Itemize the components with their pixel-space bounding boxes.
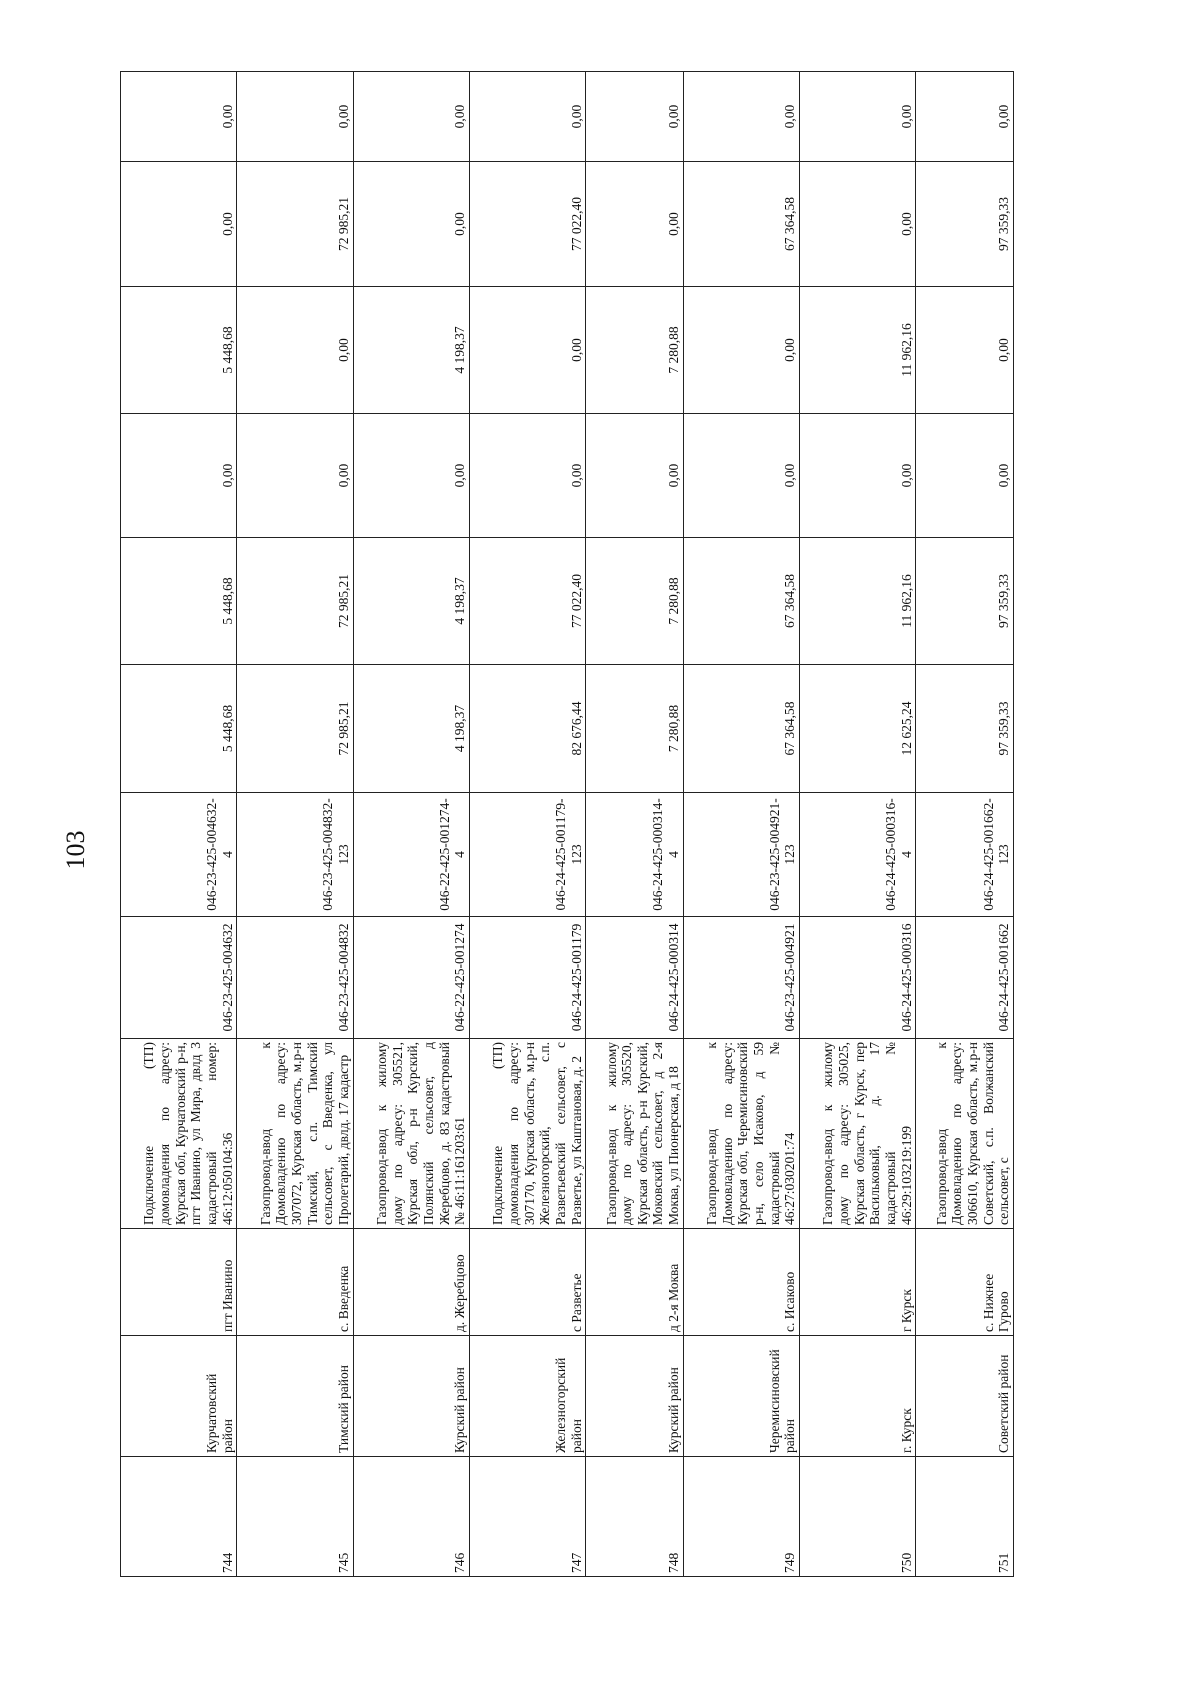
- table-row: [121, 72, 237, 1577]
- district-cell: Железногорский район: [469, 1336, 585, 1457]
- description-cell: Подключение (ТП) домовладения по адресу: 307170, Курская область, м.р-н Железногорский, с.п. Разветьевский сельсовет, с Разветье, ул Каштановая, д. 2: [469, 1039, 585, 1229]
- table-row: [683, 72, 799, 1577]
- district-cell: Тимский район: [237, 1336, 353, 1457]
- value-5-cell: 0,00: [121, 162, 237, 287]
- code-full-cell: 046-23-425-004921-123: [683, 793, 799, 917]
- value-1-cell: 97 359,33: [916, 665, 1014, 793]
- value-3-cell: 0,00: [916, 414, 1014, 538]
- page-number: 103: [61, 830, 90, 870]
- table-row: [800, 72, 916, 1577]
- value-6-cell: 0,00: [237, 72, 353, 162]
- district-cell: Курский район: [586, 1336, 684, 1457]
- table-row: [237, 72, 353, 1577]
- locality-cell: с. Исаково: [683, 1229, 799, 1336]
- code-full-cell: 046-24-425-000314-4: [586, 793, 684, 917]
- value-5-cell: 77 022,40: [469, 162, 585, 287]
- value-2-cell: 5 448,68: [121, 538, 237, 665]
- value-4-cell: 7 280,88: [586, 287, 684, 414]
- code-full-cell: 046-24-425-000316-4: [800, 793, 916, 917]
- value-4-cell: 0,00: [683, 287, 799, 414]
- locality-cell: с. Нижнее Гурово: [916, 1229, 1014, 1336]
- value-3-cell: 0,00: [121, 414, 237, 538]
- locality-cell: пгт Иванино: [121, 1229, 237, 1336]
- table-row: [353, 72, 469, 1577]
- value-6-cell: 0,00: [469, 72, 585, 162]
- row-number: 749: [683, 1457, 799, 1577]
- value-4-cell: 0,00: [916, 287, 1014, 414]
- locality-cell: г Курск: [800, 1229, 916, 1336]
- code-full-cell: 046-24-425-001179-123: [469, 793, 585, 917]
- value-6-cell: 0,00: [586, 72, 684, 162]
- value-6-cell: 0,00: [800, 72, 916, 162]
- district-cell: Черемисиновский район: [683, 1336, 799, 1457]
- value-5-cell: 97 359,33: [916, 162, 1014, 287]
- locality-cell: с. Введенка: [237, 1229, 353, 1336]
- rotated-table-container: [120, 72, 1014, 1577]
- district-cell: г. Курск: [800, 1336, 916, 1457]
- value-5-cell: 0,00: [800, 162, 916, 287]
- code-short-cell: 046-24-425-001179: [469, 917, 585, 1039]
- description-cell: Газопровод-ввод к жилому дому по адресу: 305520, Курская область, р-н Курский, Моковский сельсовет, д 2-я Моква, ул Пионерская, д 18: [586, 1039, 684, 1229]
- value-1-cell: 72 985,21: [237, 665, 353, 793]
- code-full-cell: 046-23-425-004632-4: [121, 793, 237, 917]
- value-1-cell: 82 676,44: [469, 665, 585, 793]
- value-2-cell: 67 364,58: [683, 538, 799, 665]
- value-1-cell: 67 364,58: [683, 665, 799, 793]
- value-6-cell: 0,00: [353, 72, 469, 162]
- district-cell: Курчатовский район: [121, 1336, 237, 1457]
- row-number: 746: [353, 1457, 469, 1577]
- value-6-cell: 0,00: [683, 72, 799, 162]
- district-cell: Советский район: [916, 1336, 1014, 1457]
- value-3-cell: 0,00: [469, 414, 585, 538]
- table-row: [916, 72, 1014, 1577]
- value-3-cell: 0,00: [800, 414, 916, 538]
- value-4-cell: 5 448,68: [121, 287, 237, 414]
- value-1-cell: 4 198,37: [353, 665, 469, 793]
- value-5-cell: 0,00: [353, 162, 469, 287]
- value-4-cell: 0,00: [237, 287, 353, 414]
- value-2-cell: 77 022,40: [469, 538, 585, 665]
- description-cell: Газопровод-ввод к Домовладению по адресу: 307072, Курская область, м.р-н Тимский, с.п. Тимский сельсовет, с Введенка, ул Пролетарий, двлд. 17 кадастр: [237, 1039, 353, 1229]
- value-1-cell: 5 448,68: [121, 665, 237, 793]
- value-1-cell: 7 280,88: [586, 665, 684, 793]
- value-3-cell: 0,00: [683, 414, 799, 538]
- locality-cell: с Разветье: [469, 1229, 585, 1336]
- row-number: 747: [469, 1457, 585, 1577]
- value-1-cell: 12 625,24: [800, 665, 916, 793]
- value-6-cell: 0,00: [121, 72, 237, 162]
- code-short-cell: 046-24-425-000314: [586, 917, 684, 1039]
- district-cell: Курский район: [353, 1336, 469, 1457]
- code-full-cell: 046-24-425-001662-123: [916, 793, 1014, 917]
- description-cell: Газопровод-ввод к жилому дому по адресу: 305521, Курская обл, р-н Курский, Полянский сельсовет, д Жеребцово, д. 83 кадастровый № 46:11:161203:61: [353, 1039, 469, 1229]
- value-2-cell: 4 198,37: [353, 538, 469, 665]
- code-short-cell: 046-24-425-000316: [800, 917, 916, 1039]
- table-row: [586, 72, 684, 1577]
- row-number: 744: [121, 1457, 237, 1577]
- value-6-cell: 0,00: [916, 72, 1014, 162]
- code-short-cell: 046-24-425-001662: [916, 917, 1014, 1039]
- value-4-cell: 0,00: [469, 287, 585, 414]
- locality-cell: д 2-я Моква: [586, 1229, 684, 1336]
- value-5-cell: 67 364,58: [683, 162, 799, 287]
- value-4-cell: 11 962,16: [800, 287, 916, 414]
- value-2-cell: 72 985,21: [237, 538, 353, 665]
- code-short-cell: 046-23-425-004832: [237, 917, 353, 1039]
- value-2-cell: 11 962,16: [800, 538, 916, 665]
- code-full-cell: 046-22-425-001274-4: [353, 793, 469, 917]
- description-cell: Газопровод-ввод к жилому дому по адресу: 305025, Курская область, г Курск, пер Васильковый, д. 17 кадастровый № 46:29:103219:199: [800, 1039, 916, 1229]
- value-5-cell: 0,00: [586, 162, 684, 287]
- row-number: 748: [586, 1457, 684, 1577]
- value-3-cell: 0,00: [237, 414, 353, 538]
- description-cell: Газопровод-ввод к Домовладению по адресу: Курская обл, Черемисиновский р-н, село Исаково, д 59 кадастровый № 46:27:030201:74: [683, 1039, 799, 1229]
- value-2-cell: 97 359,33: [916, 538, 1014, 665]
- description-cell: Подключение (ТП) домовладения по адресу: Курская обл, Курчатовский р-н, пгт Иванино, ул Мира, двлд 3 кадастровый номер: 46:12:050104:36: [121, 1039, 237, 1229]
- value-3-cell: 0,00: [353, 414, 469, 538]
- row-number: 745: [237, 1457, 353, 1577]
- value-2-cell: 7 280,88: [586, 538, 684, 665]
- code-full-cell: 046-23-425-004832-123: [237, 793, 353, 917]
- table-row: [469, 72, 585, 1577]
- code-short-cell: 046-23-425-004632: [121, 917, 237, 1039]
- value-4-cell: 4 198,37: [353, 287, 469, 414]
- registry-table: [120, 71, 1014, 1577]
- description-cell: Газопровод-ввод к Домовладению по адресу: 306610, Курская область, м.р-н Советский, с.п. Волжанский сельсовет, с: [916, 1039, 1014, 1229]
- row-number: 750: [800, 1457, 916, 1577]
- value-3-cell: 0,00: [586, 414, 684, 538]
- value-5-cell: 72 985,21: [237, 162, 353, 287]
- code-short-cell: 046-22-425-001274: [353, 917, 469, 1039]
- code-short-cell: 046-23-425-004921: [683, 917, 799, 1039]
- locality-cell: д. Жеребцово: [353, 1229, 469, 1336]
- row-number: 751: [916, 1457, 1014, 1577]
